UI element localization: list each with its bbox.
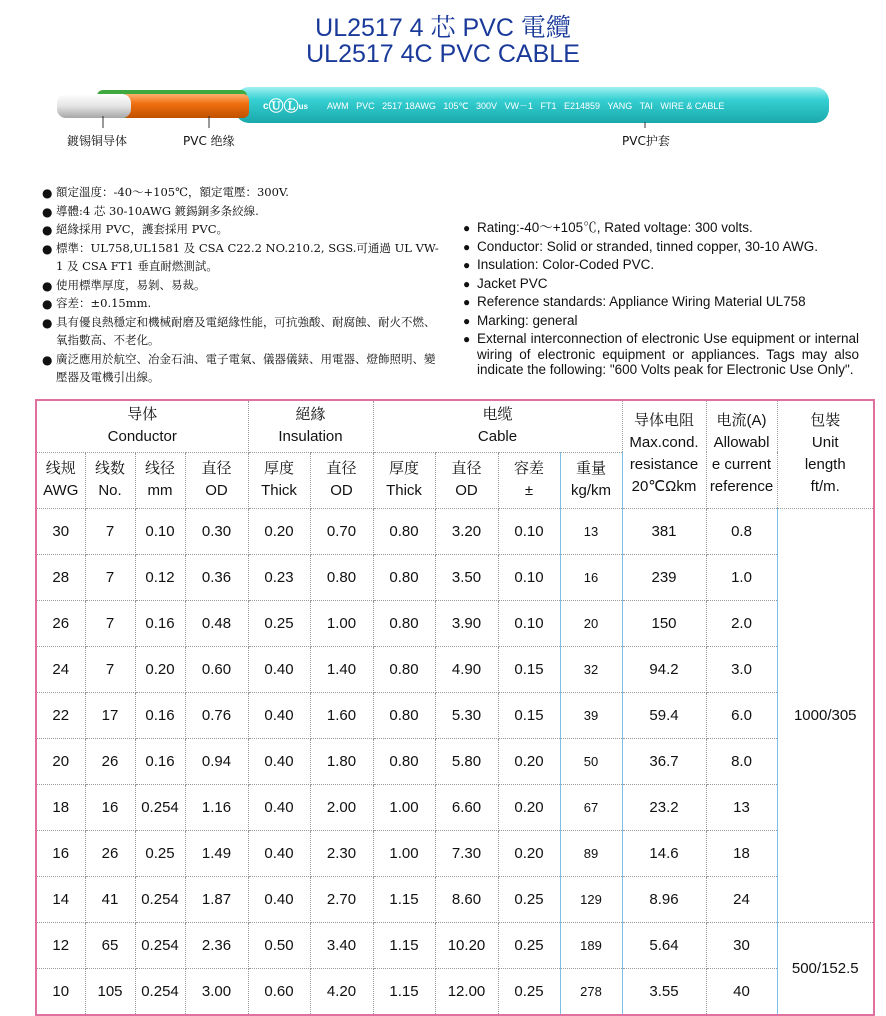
cell-insulation-thick: 0.40 [248, 646, 310, 692]
cell-resistance: 150 [622, 600, 706, 646]
header-cable: 电缆 Cable [373, 400, 622, 452]
cell-weight: 89 [560, 830, 622, 876]
cell-insulation-thick: 0.40 [248, 784, 310, 830]
header-current: 电流(A) Allowabl e current reference [706, 400, 777, 508]
cable-marking: AWM PVC 2517 18AWG 105℃ 300V VW－1 FT1 E214859 YANG TAI WIRE & CABLE [327, 101, 725, 111]
cell-weight: 189 [560, 922, 622, 968]
cell-awg: 16 [36, 830, 85, 876]
cell-tolerance: 0.25 [498, 968, 560, 1015]
spec-table [35, 399, 875, 1016]
note-en: ● Jacket PVC [463, 276, 859, 292]
cell-strand-diameter: 0.20 [135, 646, 185, 692]
cell-awg: 28 [36, 554, 85, 600]
cell-insulation-od: 1.40 [310, 646, 373, 692]
cell-tolerance: 0.15 [498, 692, 560, 738]
cell-insulation-thick: 0.23 [248, 554, 310, 600]
cell-insulation-od: 1.80 [310, 738, 373, 784]
table-row [36, 876, 874, 922]
subheader-insulation-od: 直径 OD [310, 452, 373, 508]
cell-weight: 67 [560, 784, 622, 830]
cell-strands: 26 [85, 830, 135, 876]
cell-cable-od: 3.20 [435, 508, 498, 554]
cell-insulation-od: 1.00 [310, 600, 373, 646]
cell-insulation-thick: 0.20 [248, 508, 310, 554]
cell-conductor-od: 0.36 [185, 554, 248, 600]
cell-strands: 7 [85, 554, 135, 600]
cell-current: 30 [706, 922, 777, 968]
cell-conductor-od: 0.30 [185, 508, 248, 554]
cell-conductor-od: 1.87 [185, 876, 248, 922]
cell-strands: 17 [85, 692, 135, 738]
cell-tolerance: 0.10 [498, 600, 560, 646]
cell-cable-od: 7.30 [435, 830, 498, 876]
cell-weight: 50 [560, 738, 622, 784]
cell-strand-diameter: 0.254 [135, 968, 185, 1015]
cell-current: 1.0 [706, 554, 777, 600]
cell-packing: 500/152.5 [777, 922, 874, 1015]
cell-resistance: 3.55 [622, 968, 706, 1015]
cell-current: 0.8 [706, 508, 777, 554]
cell-insulation-od: 0.70 [310, 508, 373, 554]
cell-strands: 16 [85, 784, 135, 830]
cell-conductor-od: 1.16 [185, 784, 248, 830]
subheader-weight: 重量 kg/km [560, 452, 622, 508]
cell-strand-diameter: 0.10 [135, 508, 185, 554]
cell-insulation-thick: 0.25 [248, 600, 310, 646]
cell-awg: 18 [36, 784, 85, 830]
cell-awg: 22 [36, 692, 85, 738]
cell-conductor-od: 1.49 [185, 830, 248, 876]
note-cn: ● 廣泛應用於航空、冶金石油、電子電氣、儀器儀錶、用電器、燈飾照明、變壓器及電機引出線。 [42, 350, 442, 387]
cell-awg: 10 [36, 968, 85, 1015]
cell-cable-thick: 0.80 [373, 554, 435, 600]
cell-cable-od: 10.20 [435, 922, 498, 968]
cell-weight: 13 [560, 508, 622, 554]
subheader-tolerance: 容差 ± [498, 452, 560, 508]
cell-strand-diameter: 0.254 [135, 876, 185, 922]
note-en: ● Marking: general [463, 313, 859, 329]
cell-conductor-od: 0.94 [185, 738, 248, 784]
cell-resistance: 14.6 [622, 830, 706, 876]
cell-cable-od: 6.60 [435, 784, 498, 830]
cell-cable-thick: 1.15 [373, 876, 435, 922]
cell-tolerance: 0.25 [498, 876, 560, 922]
cell-current: 40 [706, 968, 777, 1015]
table-row [36, 508, 874, 554]
cell-cable-thick: 0.80 [373, 508, 435, 554]
title-english: UL2517 4C PVC CABLE [306, 40, 580, 68]
cell-cable-od: 3.50 [435, 554, 498, 600]
cell-awg: 20 [36, 738, 85, 784]
cell-conductor-od: 3.00 [185, 968, 248, 1015]
cell-insulation-thick: 0.40 [248, 876, 310, 922]
cell-awg: 26 [36, 600, 85, 646]
cell-tolerance: 0.20 [498, 830, 560, 876]
note-cn: ● 額定溫度：-40～+105℃，額定電壓：300V. [42, 183, 442, 202]
cell-strands: 26 [85, 738, 135, 784]
cell-weight: 16 [560, 554, 622, 600]
cell-cable-thick: 1.15 [373, 968, 435, 1015]
note-cn: ● 導體:4 芯 30-10AWG 鍍錫銅多条絞線. [42, 202, 442, 221]
cell-current: 18 [706, 830, 777, 876]
cell-conductor-od: 2.36 [185, 922, 248, 968]
cell-cable-od: 5.30 [435, 692, 498, 738]
cell-strands: 41 [85, 876, 135, 922]
header-conductor: 导体 Conductor [36, 400, 248, 452]
cell-insulation-od: 2.00 [310, 784, 373, 830]
note-cn: ● 具有優良熱穩定和機械耐磨及電絕緣性能，可抗強酸、耐腐蝕、耐火不燃、氧指數高、不老化。 [42, 313, 442, 350]
ul-logo: cⓊⓁ$^{us}$ [263, 98, 308, 115]
table-row [36, 692, 874, 738]
cell-resistance: 59.4 [622, 692, 706, 738]
cell-resistance: 36.7 [622, 738, 706, 784]
header-resistance: 导体电阻 Max.cond. resistance 20℃Ωkm [622, 400, 706, 508]
cell-cable-thick: 0.80 [373, 738, 435, 784]
table-row [36, 600, 874, 646]
header-packing: 包裝 Unit length ft/m. [777, 400, 874, 508]
note-cn: ● 標準：UL758,UL1581 及 CSA C22.2 NO.210.2, SGS.可通過 UL VW-1 及 CSA FT1 垂直耐燃測試。 [42, 239, 442, 276]
subheader-strands: 线数 No. [85, 452, 135, 508]
cell-insulation-od: 4.20 [310, 968, 373, 1015]
cell-conductor-od: 0.48 [185, 600, 248, 646]
cell-tolerance: 0.15 [498, 646, 560, 692]
note-en: ● External interconnection of electronic Use equipment or internal wiring of electronic equipment or appliances. Tags may also indicate the following: "600 Volts peak for Electronic Use Only". [463, 331, 859, 378]
cell-current: 8.0 [706, 738, 777, 784]
cable-illustration [55, 86, 835, 128]
table-row [36, 922, 874, 968]
cell-strand-diameter: 0.254 [135, 784, 185, 830]
title-chinese: UL2517 4 芯 PVC 電纜 [315, 14, 571, 42]
cell-insulation-thick: 0.50 [248, 922, 310, 968]
cell-packing: 1000/305 [777, 508, 874, 922]
cable-insulation-orange [121, 94, 249, 118]
cell-weight: 129 [560, 876, 622, 922]
subheader-insulation-thick: 厚度 Thick [248, 452, 310, 508]
cell-resistance: 23.2 [622, 784, 706, 830]
cell-tolerance: 0.25 [498, 922, 560, 968]
cell-current: 6.0 [706, 692, 777, 738]
subheader-awg: 线规 AWG [36, 452, 85, 508]
cell-conductor-od: 0.60 [185, 646, 248, 692]
cell-weight: 278 [560, 968, 622, 1015]
cell-strand-diameter: 0.16 [135, 692, 185, 738]
cell-tolerance: 0.10 [498, 508, 560, 554]
cell-strand-diameter: 0.254 [135, 922, 185, 968]
label-conductor: 鍍锡铜导体 [67, 134, 128, 148]
note-en: ● Insulation: Color-Coded PVC. [463, 257, 859, 273]
note-cn: ● 容差：±0.15mm. [42, 294, 442, 313]
cell-current: 2.0 [706, 600, 777, 646]
subheader-strand-diameter: 线径 mm [135, 452, 185, 508]
cell-resistance: 8.96 [622, 876, 706, 922]
label-jacket: PVC护套 [622, 134, 670, 148]
cell-current: 3.0 [706, 646, 777, 692]
note-en: ● Reference standards: Appliance Wiring Material UL758 [463, 294, 859, 310]
subheader-cable-thick: 厚度 Thick [373, 452, 435, 508]
cell-awg: 24 [36, 646, 85, 692]
notes-chinese [42, 183, 442, 387]
cell-strands: 105 [85, 968, 135, 1015]
cell-weight: 32 [560, 646, 622, 692]
cell-strands: 7 [85, 646, 135, 692]
cell-weight: 20 [560, 600, 622, 646]
cell-resistance: 239 [622, 554, 706, 600]
cell-tolerance: 0.20 [498, 738, 560, 784]
notes-english [463, 220, 859, 381]
label-insulation: PVC 绝缘 [183, 134, 235, 148]
cell-insulation-od: 2.30 [310, 830, 373, 876]
subheader-cable-od: 直径 OD [435, 452, 498, 508]
cell-cable-thick: 0.80 [373, 646, 435, 692]
cell-insulation-thick: 0.40 [248, 692, 310, 738]
cell-insulation-thick: 0.40 [248, 830, 310, 876]
cell-strand-diameter: 0.12 [135, 554, 185, 600]
note-cn: ● 絕緣採用 PVC，護套採用 PVC。 [42, 220, 442, 239]
cell-strands: 7 [85, 508, 135, 554]
cell-insulation-od: 1.60 [310, 692, 373, 738]
note-en: ● Rating:-40～+105℃, Rated voltage: 300 volts. [463, 220, 859, 236]
cell-cable-od: 5.80 [435, 738, 498, 784]
cell-current: 13 [706, 784, 777, 830]
cell-insulation-thick: 0.60 [248, 968, 310, 1015]
cell-cable-od: 4.90 [435, 646, 498, 692]
cell-awg: 14 [36, 876, 85, 922]
cell-resistance: 94.2 [622, 646, 706, 692]
cell-cable-od: 12.00 [435, 968, 498, 1015]
cell-cable-thick: 0.80 [373, 600, 435, 646]
table-row [36, 830, 874, 876]
cell-insulation-od: 2.70 [310, 876, 373, 922]
cell-tolerance: 0.10 [498, 554, 560, 600]
cell-tolerance: 0.20 [498, 784, 560, 830]
header-insulation: 絕緣 Insulation [248, 400, 373, 452]
subheader-conductor-od: 直径 OD [185, 452, 248, 508]
cell-strands: 65 [85, 922, 135, 968]
note-cn: ● 使用標準厚度，易剝、易裁。 [42, 276, 442, 295]
table-row [36, 646, 874, 692]
cell-awg: 30 [36, 508, 85, 554]
table-row [36, 784, 874, 830]
note-en: ● Conductor: Solid or stranded, tinned copper, 30-10 AWG. [463, 239, 859, 255]
table-row [36, 738, 874, 784]
cell-strand-diameter: 0.16 [135, 600, 185, 646]
cell-strand-diameter: 0.25 [135, 830, 185, 876]
cell-insulation-od: 3.40 [310, 922, 373, 968]
cable-conductor [57, 94, 131, 118]
spec-table-body [36, 508, 874, 1015]
cell-cable-thick: 1.15 [373, 922, 435, 968]
cell-cable-thick: 0.80 [373, 692, 435, 738]
cell-awg: 12 [36, 922, 85, 968]
cell-resistance: 381 [622, 508, 706, 554]
cell-insulation-od: 0.80 [310, 554, 373, 600]
cell-strand-diameter: 0.16 [135, 738, 185, 784]
cell-cable-thick: 1.00 [373, 784, 435, 830]
cell-weight: 39 [560, 692, 622, 738]
table-row [36, 554, 874, 600]
cell-cable-od: 3.90 [435, 600, 498, 646]
table-row [36, 968, 874, 1015]
cell-conductor-od: 0.76 [185, 692, 248, 738]
cell-current: 24 [706, 876, 777, 922]
cell-resistance: 5.64 [622, 922, 706, 968]
cell-strands: 7 [85, 600, 135, 646]
cell-insulation-thick: 0.40 [248, 738, 310, 784]
cell-cable-thick: 1.00 [373, 830, 435, 876]
cell-cable-od: 8.60 [435, 876, 498, 922]
